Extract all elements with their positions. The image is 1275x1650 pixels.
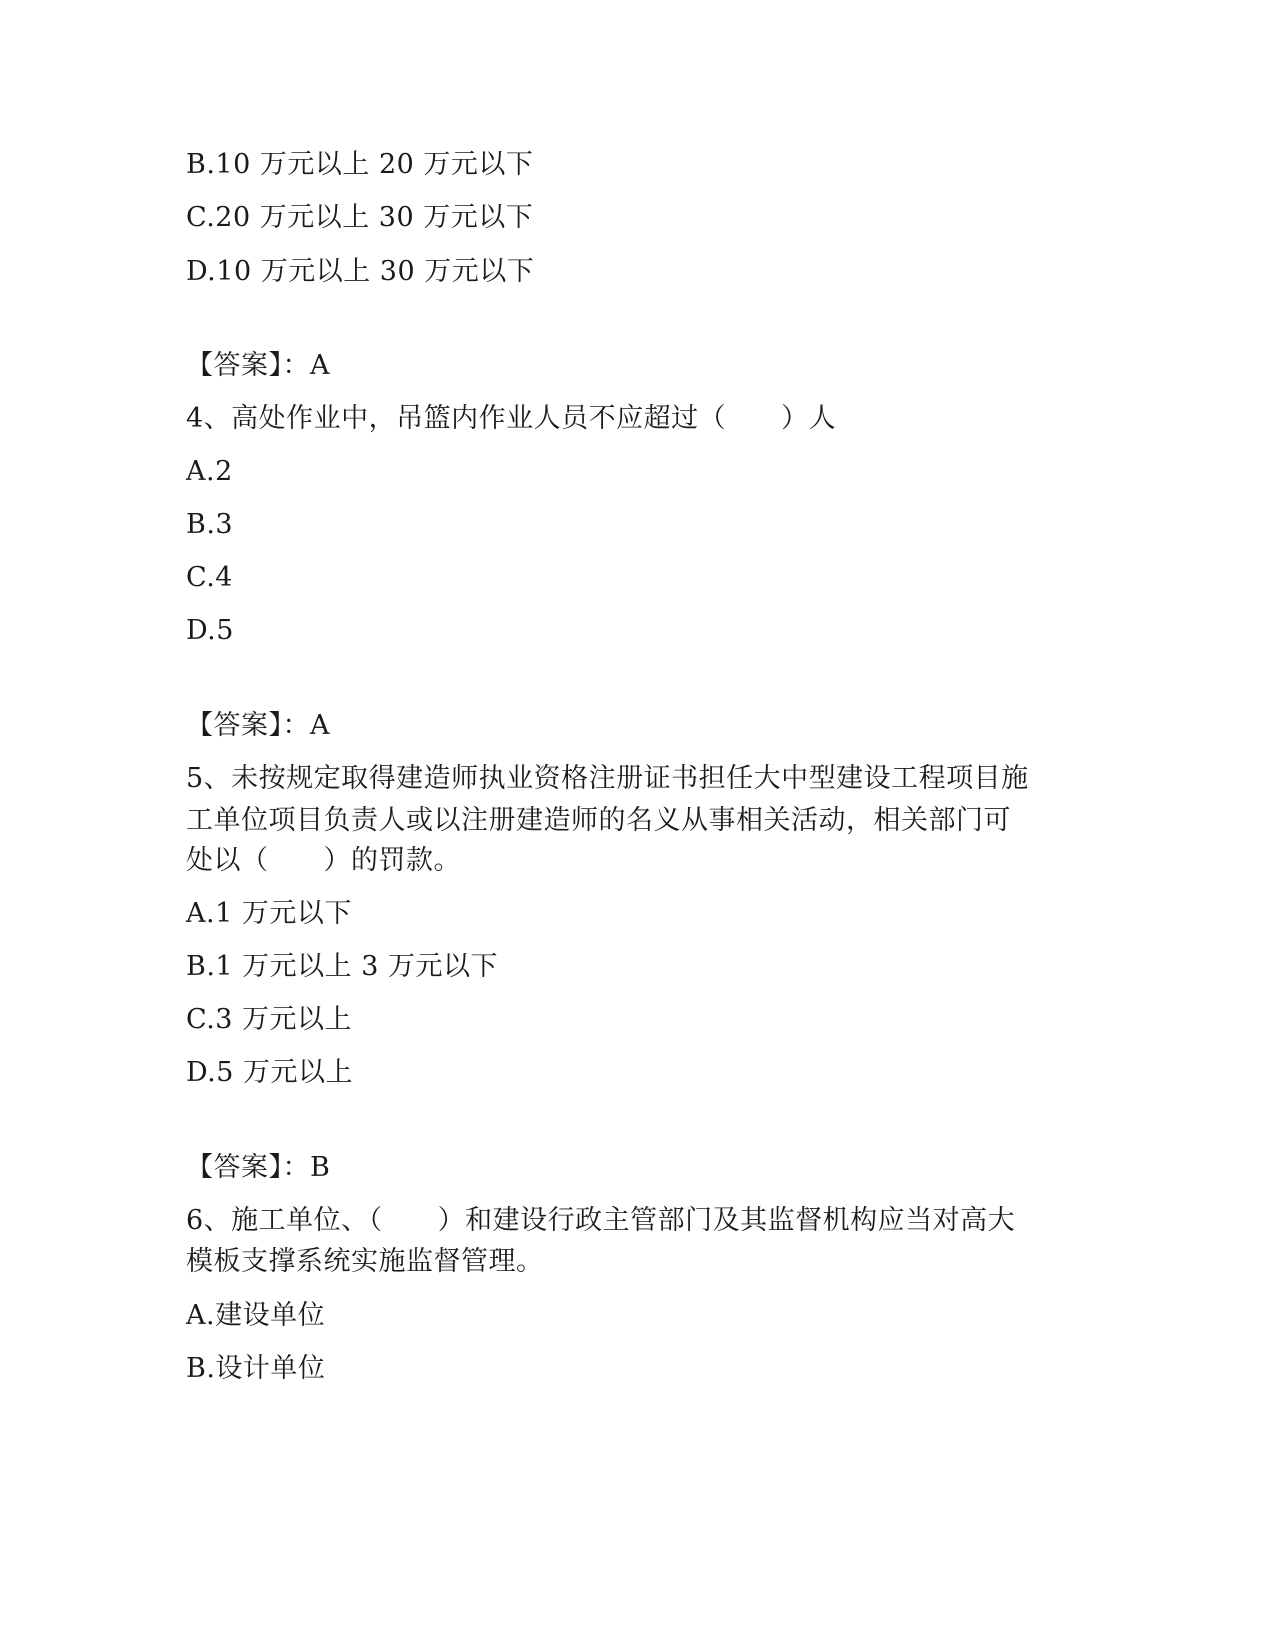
option-d: D.5 [186,615,234,646]
question-stem-line: 模板支撑系统实施监督管理。 [186,1246,544,1277]
question-stem-line: 工单位项目负责人或以注册建造师的名义从事相关活动，相关部门可 [186,805,1011,836]
option-a: A.2 [186,456,233,487]
option-a: A.建设单位 [186,1300,326,1331]
question-stem-line: 5、未按规定取得建造师执业资格注册证书担任大中型建设工程项目施 [186,763,1029,794]
option-c: C.4 [186,562,233,593]
option-b: B.设计单位 [186,1353,326,1384]
option-d: D.5 万元以上 [186,1057,354,1088]
answer-line: 【答案】：B [186,1152,331,1183]
question-stem: 4、高处作业中，吊篮内作业人员不应超过（ ）人 [186,403,837,434]
option-c: C.3 万元以上 [186,1004,353,1035]
option-c: C.20 万元以上 30 万元以下 [186,202,534,233]
option-b: B.10 万元以上 20 万元以下 [186,149,534,180]
question-stem-line: 处以（ ）的罚款。 [186,845,461,876]
option-a: A.1 万元以下 [186,898,352,929]
option-d: D.10 万元以上 30 万元以下 [186,256,535,287]
answer-line: 【答案】：A [186,350,330,381]
option-b: B.3 [186,509,234,540]
option-b: B.1 万元以上 3 万元以下 [186,951,499,982]
answer-line: 【答案】：A [186,710,330,741]
question-stem-line: 6、施工单位、（ ）和建设行政主管部门及其监督机构应当对高大 [186,1205,1016,1236]
